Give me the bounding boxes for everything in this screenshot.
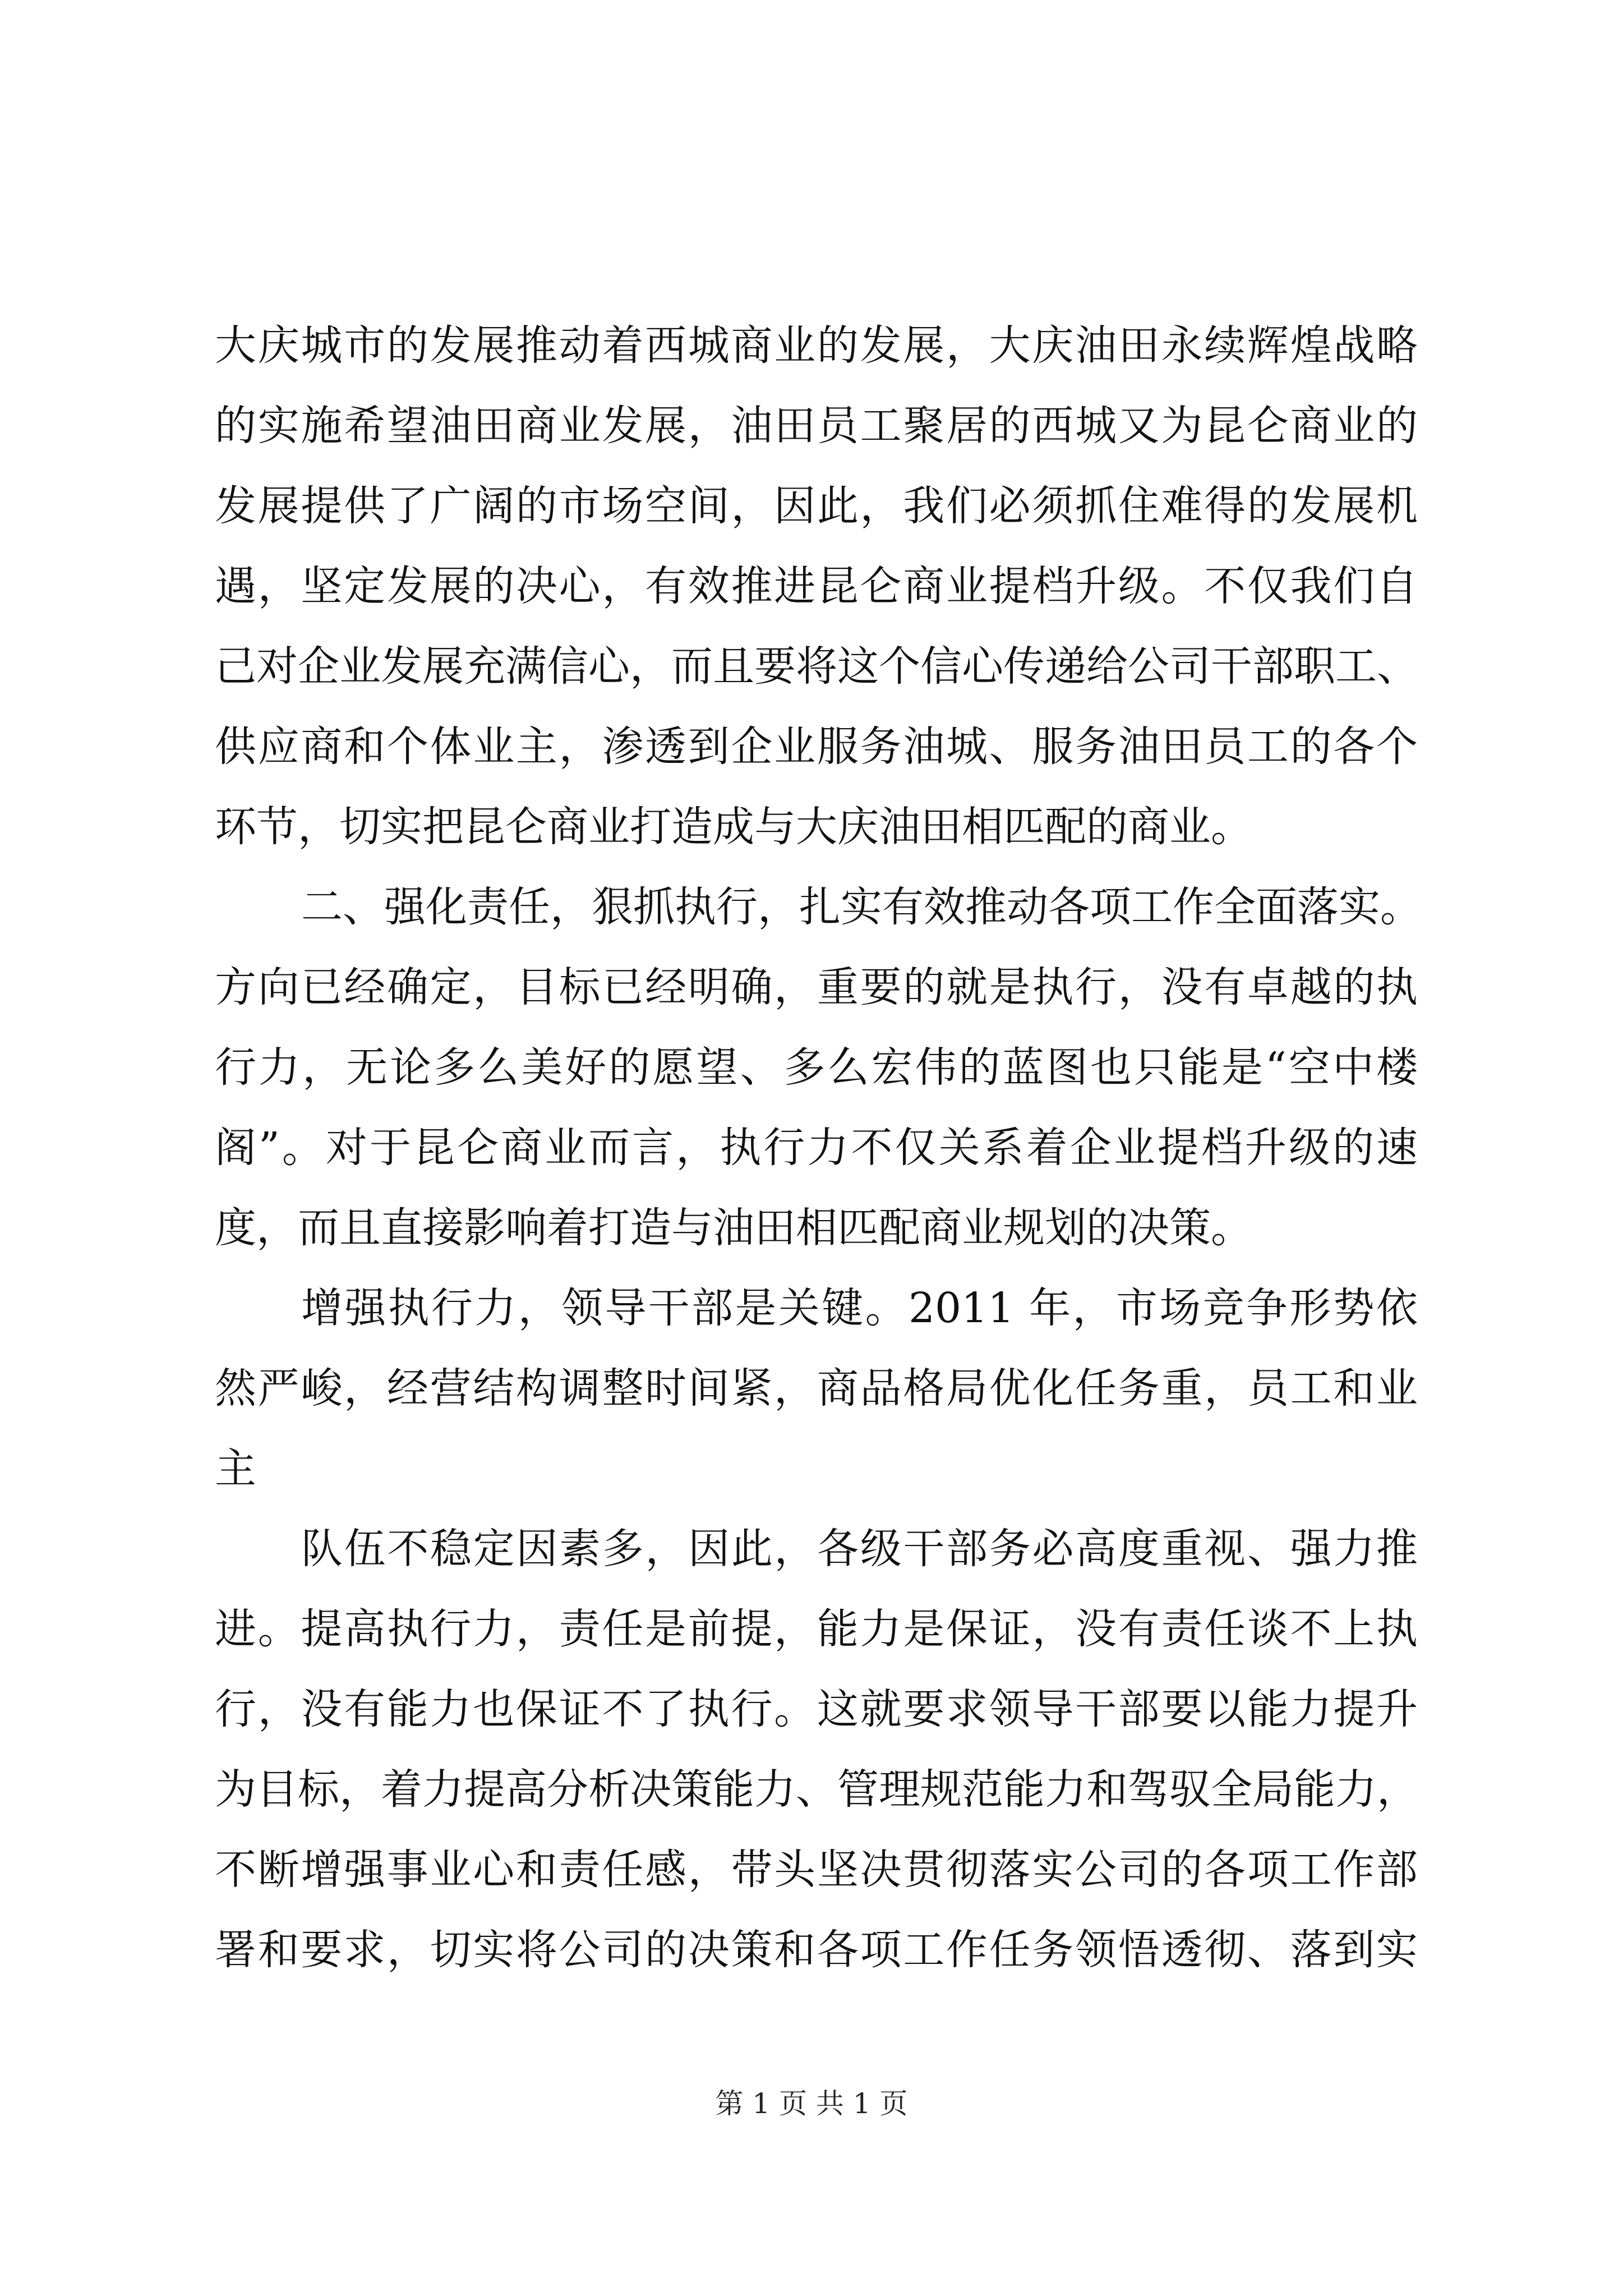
text-line: 然严峻，经营结构调整时间紧，商品格局优化任务重，员工和业: [215, 1364, 1418, 1412]
text-line: 行力，无论多么美好的愿望、多么宏伟的蓝图也只能是“空中楼: [215, 1043, 1418, 1092]
text-line: 署和要求，切实将公司的决策和各项工作任务领悟透彻、落到实: [215, 1926, 1418, 1974]
text-line: 的实施希望油田商业发展，油田员工聚居的西城又为昆仑商业的: [215, 402, 1418, 450]
text-line: 主: [215, 1444, 256, 1493]
text-line: 为目标，着力提高分析决策能力、管理规范能力和驾驭全局能力，: [215, 1765, 1418, 1814]
text-line: 行，没有能力也保证不了执行。这就要求领导干部要以能力提升: [215, 1685, 1418, 1733]
text-line: 己对企业发展充满信心，而且要将这个信心传递给公司干部职工、: [215, 642, 1418, 691]
text-line: 二、强化责任，狠抓执行，扎实有效推动各项工作全面落实。: [301, 883, 1422, 931]
text-line: 增强执行力，领导干部是关键。2011 年，市场竞争形势依: [301, 1284, 1418, 1332]
text-line: 发展提供了广阔的市场空间，因此，我们必须抓住难得的发展机: [215, 482, 1418, 530]
text-line: 进。提高执行力，责任是前提，能力是保证，没有责任谈不上执: [215, 1605, 1418, 1653]
document-body: [215, 306, 1422, 1990]
page-number-footer: 第 1 页 共 1 页: [715, 2087, 908, 2120]
text-line: 不断增强事业心和责任感，带头坚决贯彻落实公司的各项工作部: [215, 1846, 1418, 1894]
text-line: 队伍不稳定因素多，因此，各级干部务必高度重视、强力推: [301, 1525, 1418, 1573]
text-line: 阁”。对于昆仑商业而言，执行力不仅关系着企业提档升级的速: [215, 1124, 1418, 1172]
text-line: 度，而且直接影响着打造与油田相匹配商业规划的决策。: [215, 1204, 1252, 1252]
text-line: 大庆城市的发展推动着西城商业的发展，大庆油田永续辉煌战略: [215, 321, 1418, 370]
text-line: 遇，坚定发展的决心，有效推进昆仑商业提档升级。不仅我们自: [215, 562, 1418, 610]
text-line: 环节，切实把昆仑商业打造成与大庆油田相匹配的商业。: [215, 803, 1252, 851]
text-line: 方向已经确定，目标已经明确，重要的就是执行，没有卓越的执: [215, 963, 1418, 1011]
text-line: 供应商和个体业主，渗透到企业服务油城、服务油田员工的各个: [215, 723, 1418, 771]
